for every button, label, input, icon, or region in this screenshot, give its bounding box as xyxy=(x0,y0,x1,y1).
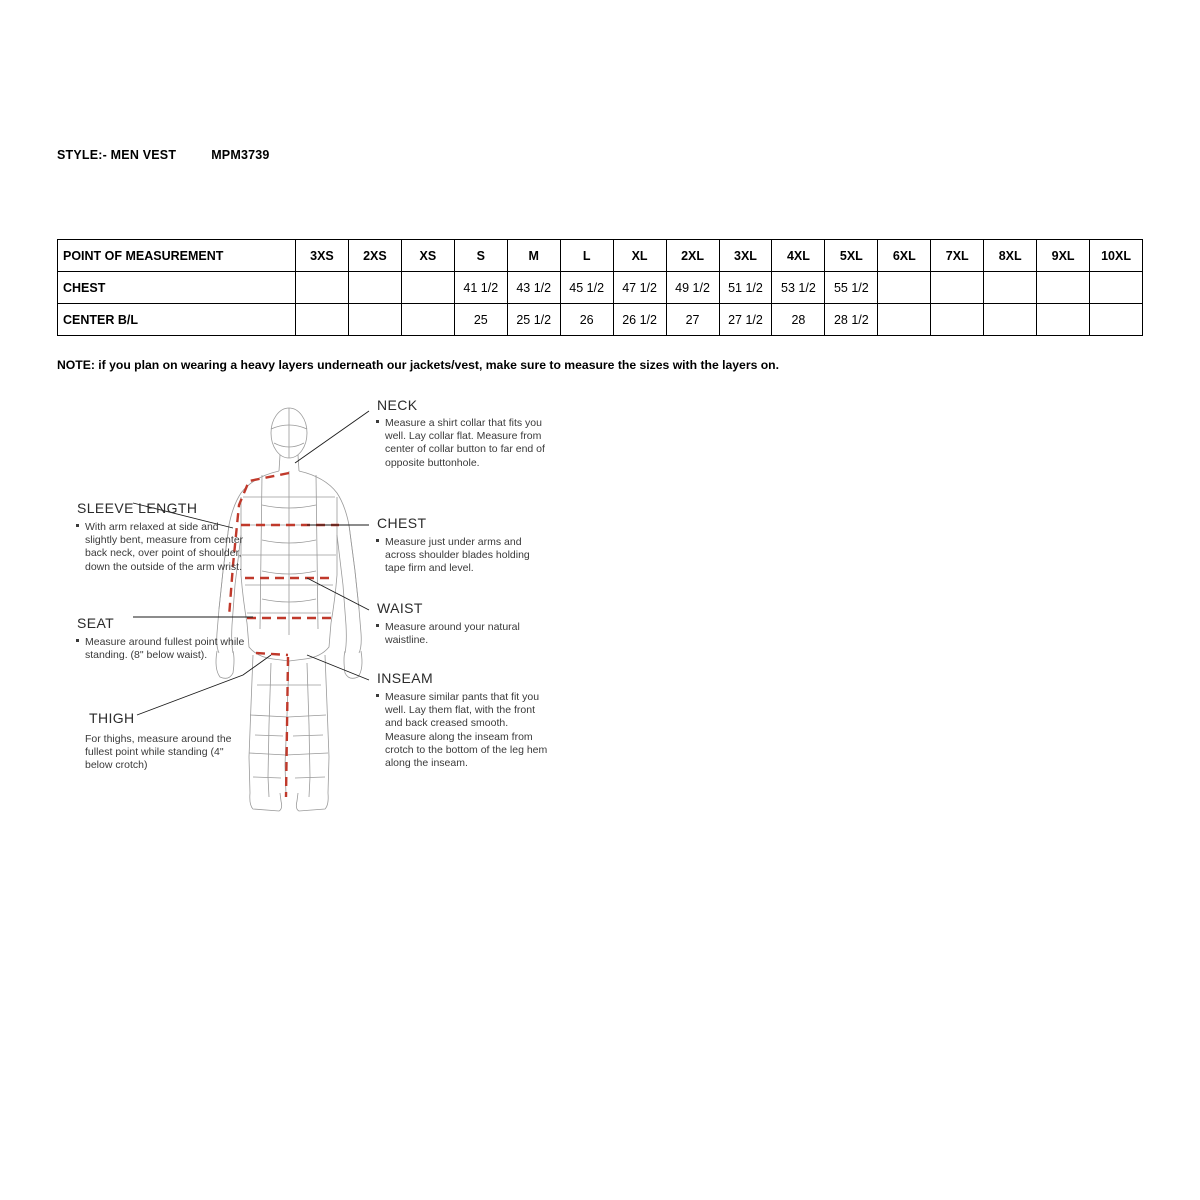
chest-4xl: 53 1/2 xyxy=(772,272,825,304)
header-size-s: S xyxy=(454,240,507,272)
callout-body-chest xyxy=(385,536,550,576)
header-size-6xl: 6XL xyxy=(878,240,931,272)
header-size-8xl: 8XL xyxy=(984,240,1037,272)
callout-text: For thighs, measure around the fullest point while standing (4" below crotch) xyxy=(85,733,232,772)
chest-l: 45 1/2 xyxy=(560,272,613,304)
header-size-4xl: 4XL xyxy=(772,240,825,272)
size-table-head xyxy=(58,240,1143,272)
callout-title-seat: SEAT xyxy=(77,615,115,631)
header-size-5xl: 5XL xyxy=(825,240,878,272)
center-bl-8xl xyxy=(984,304,1037,336)
center-bl-6xl xyxy=(878,304,931,336)
table-row xyxy=(58,272,1143,304)
size-table-body xyxy=(58,272,1143,336)
chest-7xl xyxy=(931,272,984,304)
bullet-icon xyxy=(376,539,379,542)
center-bl-l: 26 xyxy=(560,304,613,336)
center-bl-10xl xyxy=(1090,304,1143,336)
header-size-l: L xyxy=(560,240,613,272)
style-header xyxy=(57,148,270,162)
chest-6xl xyxy=(878,272,931,304)
chest-3xs xyxy=(296,272,349,304)
size-table-container xyxy=(57,239,1143,336)
callout-text: Measure similar pants that fit you well. Lay them flat, with the front and back creased smooth. Measure along the inseam from crotch to the bottom of the leg hem along the inseam. xyxy=(385,691,548,770)
center-bl-5xl: 28 1/2 xyxy=(825,304,878,336)
chest-3xl: 51 1/2 xyxy=(719,272,772,304)
callout-text: Measure around fullest point while standing. (8" below waist). xyxy=(85,636,245,662)
chest-10xl xyxy=(1090,272,1143,304)
callout-text: With arm relaxed at side and slightly bent, measure from center back neck, over point of shoulder, down the outside of the arm wrist. xyxy=(85,521,244,573)
measurement-note: NOTE: if you plan on wearing a heavy layers underneath our jackets/vest, make sure to measure the sizes with the layers on. xyxy=(57,358,780,372)
header-size-3xl: 3XL xyxy=(719,240,772,272)
center-bl-2xl: 27 xyxy=(666,304,719,336)
center-bl-m: 25 1/2 xyxy=(507,304,560,336)
row-label-chest: CHEST xyxy=(58,272,296,304)
center-bl-s: 25 xyxy=(454,304,507,336)
chest-xl: 47 1/2 xyxy=(613,272,666,304)
callout-title-chest: CHEST xyxy=(377,515,427,531)
chest-9xl xyxy=(1037,272,1090,304)
center-bl-3xl: 27 1/2 xyxy=(719,304,772,336)
table-row xyxy=(58,304,1143,336)
center-bl-9xl xyxy=(1037,304,1090,336)
bullet-icon xyxy=(376,694,379,697)
header-size-xs: XS xyxy=(401,240,454,272)
center-bl-2xs xyxy=(348,304,401,336)
callout-title-sleeve-length: SLEEVE LENGTH xyxy=(77,500,198,516)
header-size-xl: XL xyxy=(613,240,666,272)
callout-body-seat xyxy=(85,636,245,662)
measurement-diagram xyxy=(57,385,617,855)
center-bl-3xs xyxy=(296,304,349,336)
header-size-7xl: 7XL xyxy=(931,240,984,272)
header-size-2xl: 2XL xyxy=(666,240,719,272)
header-point-of-measurement: POINT OF MEASUREMENT xyxy=(58,240,296,272)
size-table xyxy=(57,239,1143,336)
callout-body-waist xyxy=(385,621,545,647)
callout-title-inseam: INSEAM xyxy=(377,670,434,686)
chest-5xl: 55 1/2 xyxy=(825,272,878,304)
chest-2xl: 49 1/2 xyxy=(666,272,719,304)
bullet-icon xyxy=(376,420,379,423)
center-bl-xl: 26 1/2 xyxy=(613,304,666,336)
chest-8xl xyxy=(984,272,1037,304)
header-size-9xl: 9XL xyxy=(1037,240,1090,272)
header-size-10xl: 10XL xyxy=(1090,240,1143,272)
header-size-3xs: 3XS xyxy=(296,240,349,272)
center-bl-xs xyxy=(401,304,454,336)
center-bl-7xl xyxy=(931,304,984,336)
chest-m: 43 1/2 xyxy=(507,272,560,304)
callout-text: Measure around your natural waistline. xyxy=(385,621,520,647)
center-bl-4xl: 28 xyxy=(772,304,825,336)
callout-title-thigh: THIGH xyxy=(89,710,135,726)
bullet-icon xyxy=(76,524,79,527)
callout-body-thigh xyxy=(85,733,250,773)
chest-s: 41 1/2 xyxy=(454,272,507,304)
callout-title-waist: WAIST xyxy=(377,600,423,616)
chest-xs xyxy=(401,272,454,304)
callout-body-neck xyxy=(385,417,545,470)
callout-title-neck: NECK xyxy=(377,397,418,413)
bullet-icon xyxy=(376,624,379,627)
row-label-center-bl: CENTER B/L xyxy=(58,304,296,336)
header-size-m: M xyxy=(507,240,560,272)
callout-text: Measure just under arms and across shoulder blades holding tape firm and level. xyxy=(385,536,530,575)
callout-text: Measure a shirt collar that fits you well. Lay collar flat. Measure from center of collar button to far end of opposite buttonhole. xyxy=(385,417,545,469)
callout-body-inseam xyxy=(385,691,550,770)
table-header-row xyxy=(58,240,1143,272)
style-label: STYLE:- MEN VEST xyxy=(57,148,177,162)
header-size-2xs: 2XS xyxy=(348,240,401,272)
chest-2xs xyxy=(348,272,401,304)
callout-body-sleeve-length xyxy=(85,521,245,574)
bullet-icon xyxy=(76,639,79,642)
style-code: MPM3739 xyxy=(211,148,270,162)
